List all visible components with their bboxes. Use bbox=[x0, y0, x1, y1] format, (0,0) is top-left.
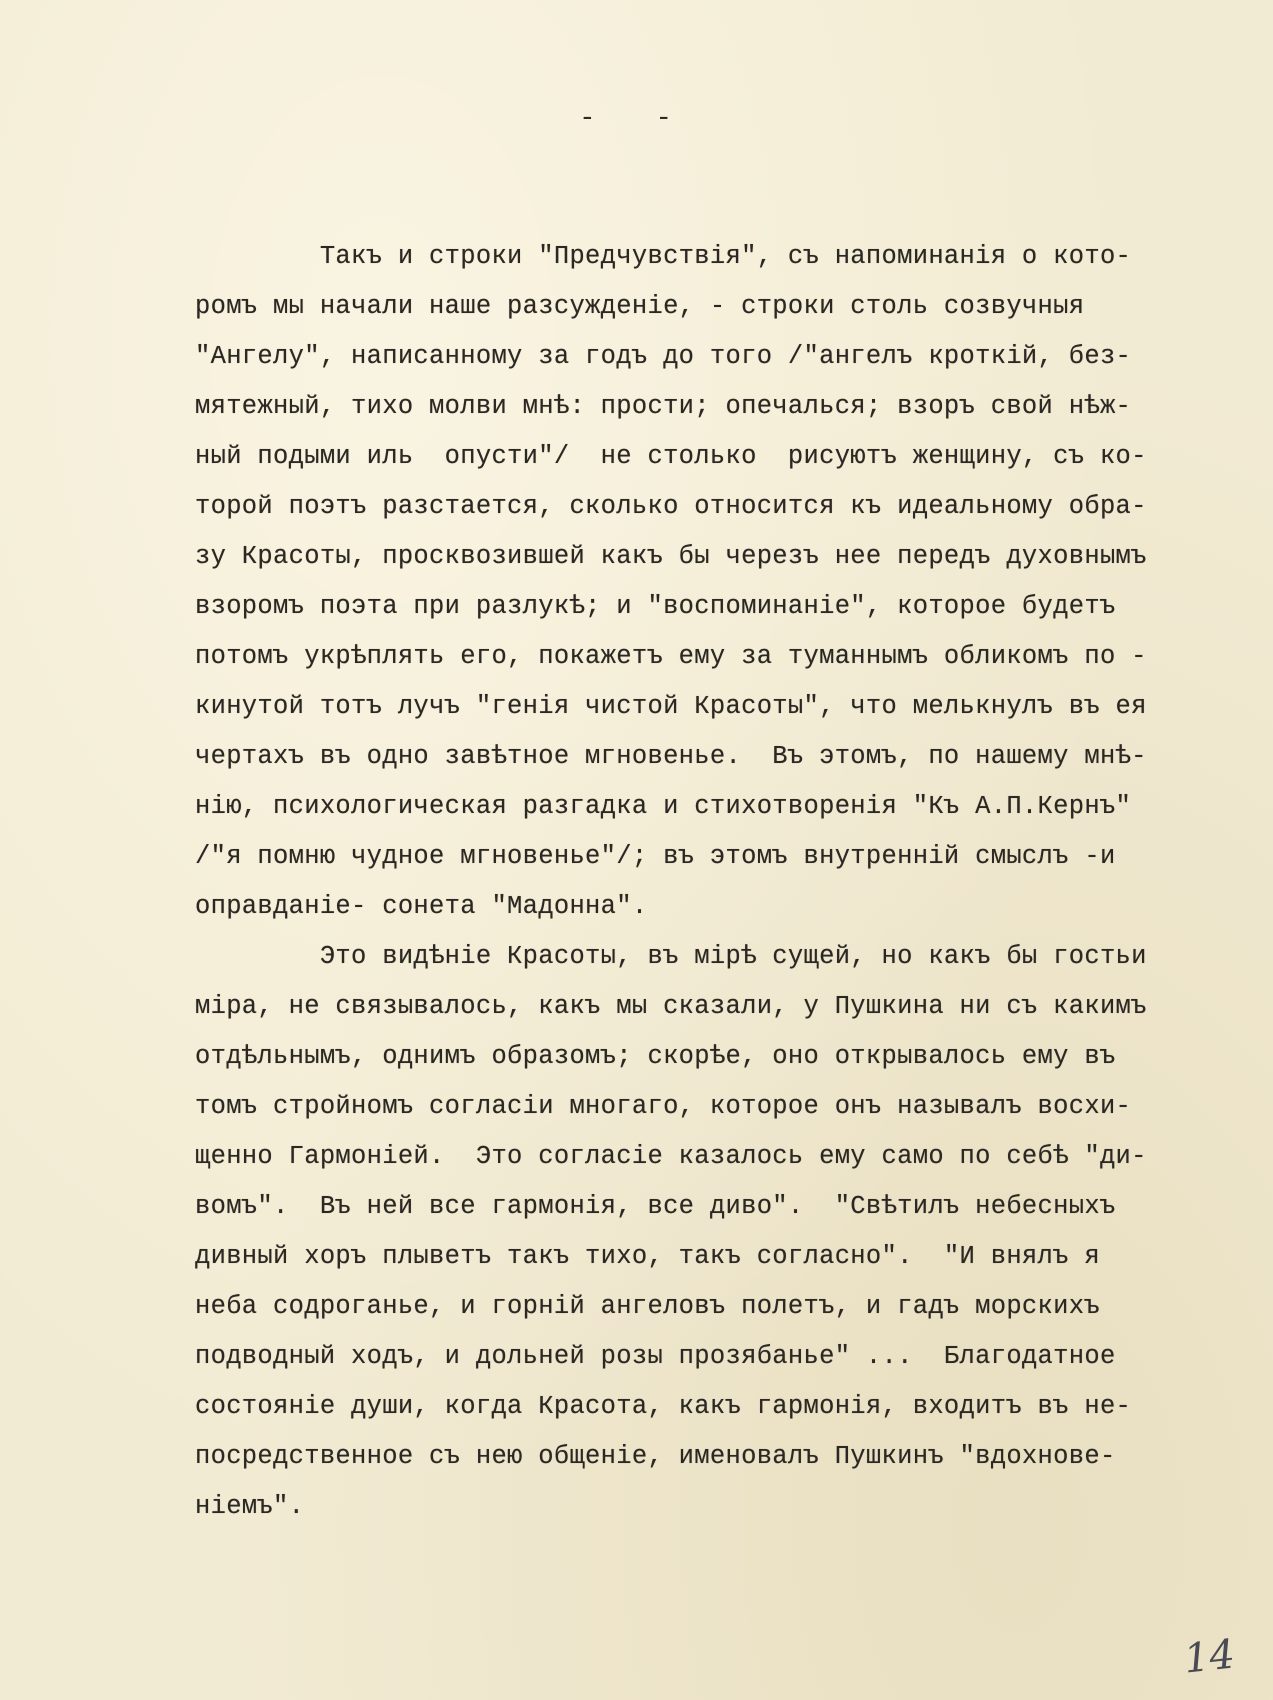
text-line: /"я помню чудное мгновенье"/; въ этомъ внутренній смыслъ -и bbox=[195, 842, 1116, 871]
text-line: "Ангелу", написанному за годъ до того /"ангелъ кроткій, без- bbox=[195, 342, 1132, 371]
text-line: неба содроганье, и горній ангеловъ полетъ, и гадъ морскихъ bbox=[195, 1292, 1100, 1321]
text-line: мятежный, тихо молви мнѣ: прости; опечалься; взоръ свой нѣж- bbox=[195, 392, 1132, 421]
text-line: потомъ укрѣплять его, покажетъ ему за туманнымъ обликомъ по - bbox=[195, 642, 1147, 671]
text-line: взоромъ поэта при разлукѣ; и "воспоминаніе", которое будетъ bbox=[195, 592, 1116, 621]
text-line: щенно Гармоніей. Это согласіе казалось ему само по себѣ "ди- bbox=[195, 1142, 1147, 1171]
text-line: ный подыми иль опусти"/ не столько рисуютъ женщину, съ ко- bbox=[195, 442, 1147, 471]
text-line: ромъ мы начали наше разсужденіе, - строки столь созвучныя bbox=[195, 292, 1085, 321]
text-line: отдѣльнымъ, однимъ образомъ; скорѣе, оно открывалось ему въ bbox=[195, 1042, 1116, 1071]
text-line: посредственное съ нею общеніе, именовалъ Пушкинъ "вдохнове- bbox=[195, 1442, 1116, 1471]
page-header-mark: - - bbox=[579, 104, 694, 134]
text-line: вомъ". Въ ней все гармонія, все диво". "Свѣтилъ небесныхъ bbox=[195, 1192, 1116, 1221]
text-line: нію, психологическая разгадка и стихотворенія "Къ А.П.Кернъ" bbox=[195, 792, 1132, 821]
handwritten-page-number: 14 bbox=[1181, 1631, 1238, 1683]
text-line: оправданіе- сонета "Мадонна". bbox=[195, 892, 648, 921]
text-line: кинутой тотъ лучъ "генія чистой Красоты", что мелькнулъ въ ея bbox=[195, 692, 1147, 721]
text-line: томъ стройномъ согласіи многаго, которое онъ называлъ восхи- bbox=[195, 1092, 1132, 1121]
text-line: зу Красоты, просквозившей какъ бы черезъ нее передъ духовнымъ bbox=[195, 542, 1147, 571]
text-line: Такъ и строки "Предчувствія", съ напоминанія о кото- bbox=[195, 242, 1132, 271]
text-line: торой поэтъ разстается, сколько относится къ идеальному обра- bbox=[195, 492, 1147, 521]
typed-text-body bbox=[195, 232, 1225, 1532]
text-line: подводный ходъ, и дольней розы прозябанье" ... Благодатное bbox=[195, 1342, 1116, 1371]
text-line: дивный хоръ плыветъ такъ тихо, такъ согласно". "И внялъ я bbox=[195, 1242, 1100, 1271]
text-line: Это видѣніе Красоты, въ мірѣ сущей, но какъ бы гостьи bbox=[195, 942, 1147, 971]
text-line: ніемъ". bbox=[195, 1492, 305, 1521]
text-line: чертахъ въ одно завѣтное мгновенье. Въ этомъ, по нашему мнѣ- bbox=[195, 742, 1147, 771]
text-line: состояніе души, когда Красота, какъ гармонія, входитъ въ не- bbox=[195, 1392, 1132, 1421]
text-line: міра, не связывалось, какъ мы сказали, у Пушкина ни съ какимъ bbox=[195, 992, 1147, 1021]
